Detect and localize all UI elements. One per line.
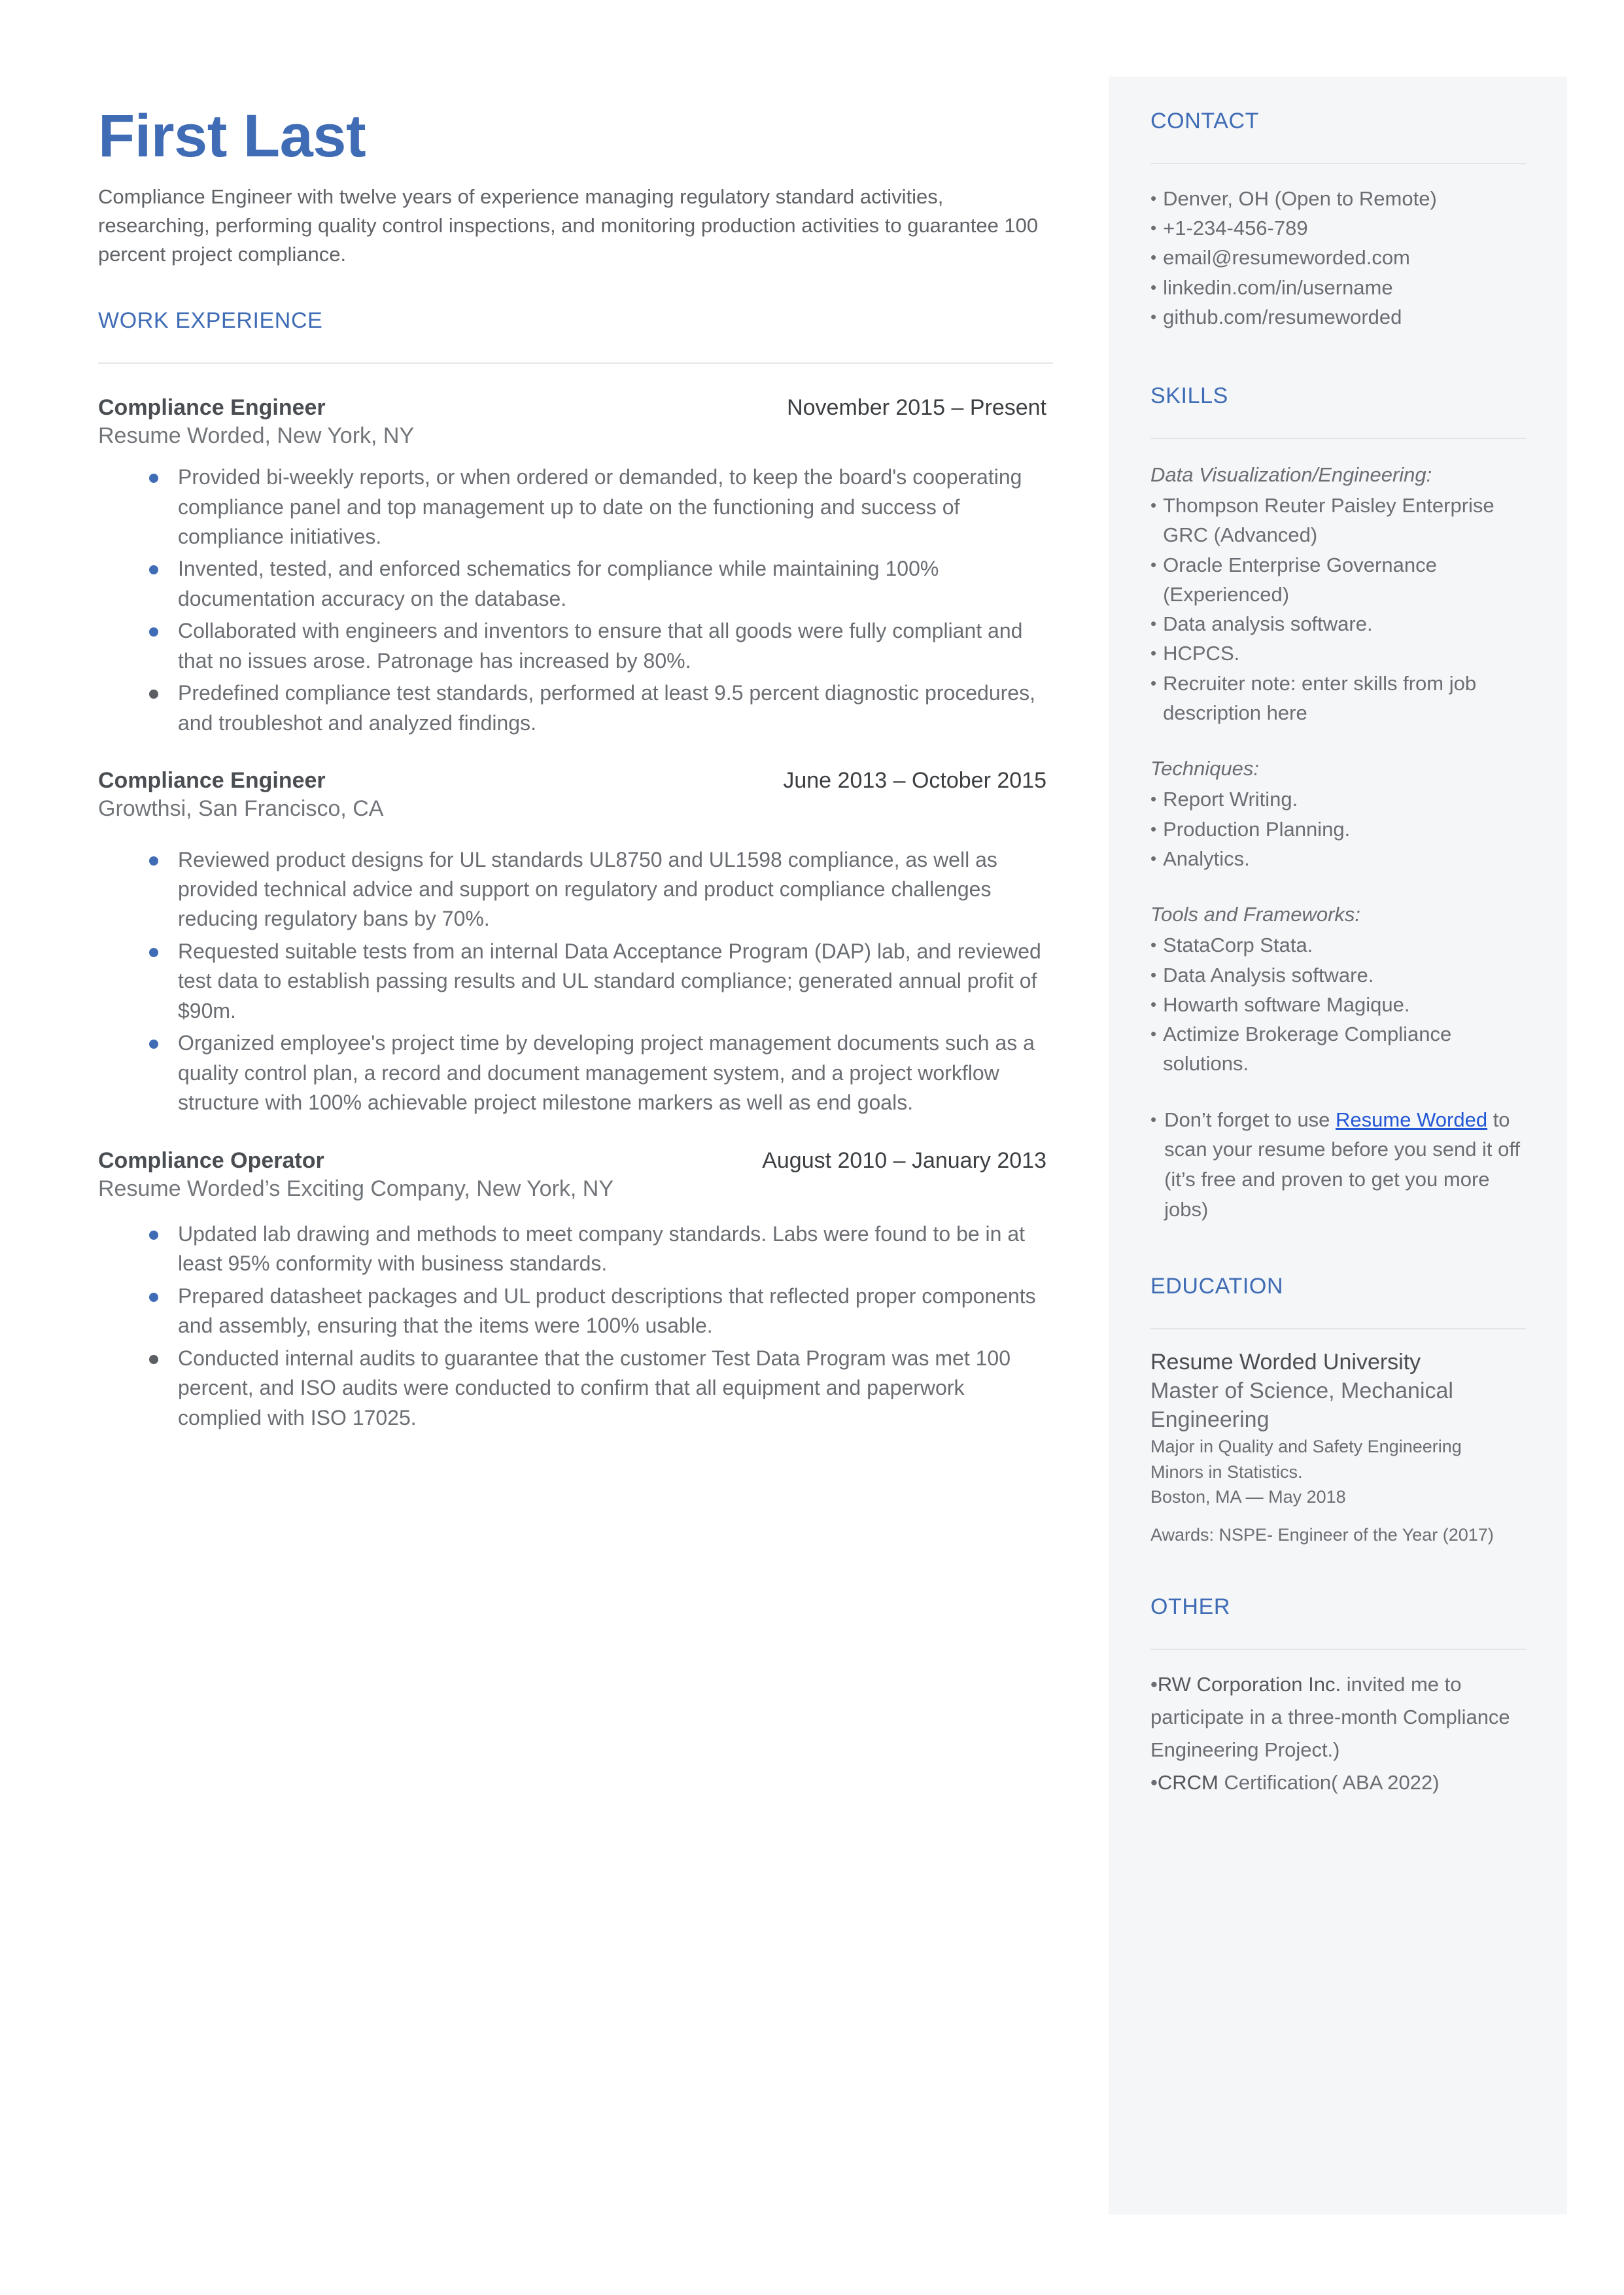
bullet-dot-icon: •	[1150, 964, 1157, 985]
other-divider	[1150, 1649, 1526, 1650]
skills-group-list	[1150, 491, 1526, 727]
education-location-date: Boston, MA — May 2018	[1150, 1487, 1346, 1507]
skills-group-list	[1150, 930, 1526, 1078]
contact-item-linkedin	[1150, 273, 1526, 302]
skill-item	[1150, 550, 1526, 610]
skill-item-text: Report Writing.	[1163, 788, 1298, 811]
bullet-dot-icon	[149, 1355, 158, 1364]
job-bullet-text: Conducted internal audits to guarantee that the customer Test Data Program was met 100 percent, and ISO audits were conducted to confirm that all equipment and paperwork complied with ISO 17025.	[178, 1346, 1011, 1429]
bullet-dot-icon: •	[1150, 818, 1157, 839]
skill-item	[1150, 960, 1526, 990]
resume-worded-promo	[1150, 1105, 1526, 1225]
skill-item-text: Oracle Enterprise Governance (Experienced)	[1163, 553, 1437, 606]
skills-group-list	[1150, 784, 1526, 873]
promo-text	[1164, 1105, 1526, 1225]
contact-item-location	[1150, 184, 1526, 213]
skill-item-text: Data Analysis software.	[1163, 963, 1374, 987]
resume-worded-link[interactable]: Resume Worded	[1336, 1108, 1488, 1131]
job-title: Compliance Engineer	[98, 768, 326, 794]
job-bullet-text: Requested suitable tests from an internal Data Acceptance Program (DAP) lab, and reviewed test data to establish passing results and UL standard compliance; generated annual profit of $90m.	[178, 939, 1041, 1023]
skills-group-techniques	[1150, 754, 1526, 873]
job-bullet-text: Updated lab drawing and methods to meet company standards. Labs were found to be in at least 95% conformity with business standards.	[178, 1222, 1026, 1276]
skill-item	[1150, 990, 1526, 1019]
bullet-dot-icon	[149, 1293, 158, 1302]
skill-item-text: Recruiter note: enter skills from job description here	[1163, 671, 1477, 724]
bullet-dot-icon	[149, 627, 158, 637]
contact-divider	[1150, 163, 1526, 164]
job-title: Compliance Engineer	[98, 394, 326, 420]
skill-item	[1150, 844, 1526, 873]
skill-item-text: Actimize Brokerage Compliance solutions.	[1163, 1023, 1452, 1076]
contact-item-github	[1150, 302, 1526, 332]
skill-item-text: Thompson Reuter Paisley Enterprise GRC (Advanced)	[1163, 494, 1494, 547]
skill-item	[1150, 815, 1526, 844]
job-bullet-list	[98, 845, 1053, 1118]
education-entry	[1150, 1348, 1526, 1548]
job-entry	[98, 395, 1053, 738]
job-bullet	[98, 616, 1053, 676]
bullet-dot-icon: •	[1150, 554, 1157, 574]
skills-group-label: Data Visualization/Engineering:	[1150, 463, 1432, 486]
skill-item	[1150, 669, 1526, 728]
job-company: Resume Worded, New York, NY	[98, 423, 415, 448]
job-bullet-text: Predefined compliance test standards, performed at least 9.5 percent diagnostic procedures, and troubleshot and analyzed findings.	[178, 681, 1035, 735]
contact-linkedin-text[interactable]: linkedin.com/in/username	[1163, 275, 1393, 299]
other-list	[1150, 1668, 1526, 1800]
work-experience-section-title: WORK EXPERIENCE	[98, 307, 323, 333]
bullet-dot-icon	[149, 856, 158, 866]
job-bullet-list	[98, 463, 1053, 738]
skills-group-tools	[1150, 900, 1526, 1079]
bullet-dot-icon	[149, 690, 158, 699]
sidebar	[1109, 77, 1567, 2215]
job-dates: June 2013 – October 2015	[783, 768, 1046, 794]
other-item-rest: Certification( ABA 2022)	[1218, 1771, 1440, 1795]
contact-section-title: CONTACT	[1150, 109, 1259, 133]
other-item-lead: CRCM	[1157, 1771, 1218, 1795]
job-bullet-text: Prepared datasheet packages and UL product descriptions that reflected proper components and assembly, ensuring that the items were 100% usable.	[178, 1284, 1036, 1338]
job-bullet	[98, 845, 1053, 934]
job-header-row	[98, 1148, 1053, 1174]
other-item	[1150, 1766, 1526, 1799]
job-bullet	[98, 463, 1053, 552]
professional-summary: Compliance Engineer with twelve years of experience managing regulatory standard activities, researching, performing quality control inspections, and monitoring production activities to guarantee 100 percent project compliance.	[98, 184, 1039, 266]
bullet-dot-icon: •	[1150, 848, 1157, 868]
skills-section-title: SKILLS	[1150, 383, 1228, 409]
skill-item	[1150, 609, 1526, 639]
bullet-dot-icon: •	[1150, 495, 1157, 516]
job-bullet-text: Provided bi-weekly reports, or when ordered or demanded, to keep the board's cooperating compliance panel and top management up to date on the functioning and success of compliance initiatives.	[178, 465, 1022, 549]
skill-item	[1150, 491, 1526, 550]
bullet-dot-icon: •	[1150, 789, 1157, 809]
job-bullet-text: Collaborated with engineers and inventors to ensure that all goods were fully compliant and that no issues arose. Patronage has increased by 80%.	[178, 619, 1023, 673]
job-entry	[98, 768, 1053, 1117]
skill-item	[1150, 784, 1526, 814]
contact-item-phone	[1150, 213, 1526, 243]
bullet-dot-icon	[149, 1040, 158, 1049]
promo-after-text: to scan your resume before you send it off (it’s free and proven to get you more jobs)	[1164, 1108, 1521, 1221]
skills-group-data-viz	[1150, 460, 1526, 727]
education-awards: Awards: NSPE- Engineer of the Year (2017)	[1150, 1525, 1494, 1545]
job-dates: November 2015 – Present	[787, 394, 1046, 420]
work-experience-divider	[98, 362, 1053, 364]
other-item-lead: RW Corporation Inc.	[1157, 1672, 1341, 1696]
skill-item-text: HCPCS.	[1163, 642, 1240, 665]
bullet-dot-icon: •	[1150, 994, 1157, 1014]
skill-item-text: Howarth software Magique.	[1163, 992, 1410, 1016]
education-degree: Master of Science, Mechanical Engineering	[1150, 1378, 1453, 1433]
skills-group-label: Tools and Frameworks:	[1150, 903, 1361, 926]
bullet-dot-icon: •	[1150, 1672, 1158, 1696]
education-section-title: EDUCATION	[1150, 1274, 1284, 1299]
other-section-title: OTHER	[1150, 1594, 1230, 1619]
bullet-dot-icon: •	[1150, 277, 1157, 297]
contact-github-text[interactable]: github.com/resumeworded	[1163, 305, 1402, 328]
bullet-dot-icon: •	[1150, 935, 1157, 955]
bullet-dot-icon	[149, 565, 158, 574]
bullet-dot-icon: •	[1150, 673, 1157, 693]
job-company: Resume Worded’s Exciting Company, New York, NY	[98, 1176, 614, 1201]
education-divider	[1150, 1328, 1526, 1329]
bullet-dot-icon: •	[1150, 643, 1157, 663]
other-item	[1150, 1668, 1526, 1767]
job-bullet	[98, 937, 1053, 1026]
bullet-dot-icon: •	[1150, 614, 1157, 634]
bullet-dot-icon: •	[1150, 1024, 1157, 1044]
education-minor: Minors in Statistics.	[1150, 1462, 1303, 1482]
job-company: Growthsi, San Francisco, CA	[98, 796, 384, 822]
job-dates: August 2010 – January 2013	[762, 1148, 1046, 1173]
job-bullet	[98, 554, 1053, 614]
job-bullet-text: Invented, tested, and enforced schematics for compliance while maintaining 100% documentation accuracy on the database.	[178, 557, 939, 610]
bullet-dot-icon: •	[1150, 1771, 1158, 1795]
bullet-dot-icon: •	[1150, 306, 1157, 326]
job-header-row	[98, 768, 1053, 794]
main-column	[98, 105, 1053, 1433]
job-title: Compliance Operator	[98, 1148, 324, 1173]
job-header-row	[98, 395, 1053, 421]
skill-item-text: StataCorp Stata.	[1163, 934, 1313, 957]
job-bullet	[98, 678, 1053, 738]
job-bullet	[98, 1219, 1053, 1279]
skills-group-label: Techniques:	[1150, 757, 1260, 780]
skill-item-text: Analytics.	[1163, 847, 1250, 870]
contact-item-email	[1150, 243, 1526, 272]
bullet-dot-icon: •	[1150, 218, 1157, 238]
skill-item-text: Production Planning.	[1163, 817, 1351, 841]
bullet-dot-icon	[149, 474, 158, 483]
bullet-dot-icon	[149, 1231, 158, 1240]
contact-location-text: Denver, OH (Open to Remote)	[1163, 186, 1437, 210]
job-bullet-text: Organized employee's project time by developing project management documents such as a quality control plan, a record and document management system, and a project workflow structure with 100% achievable project milestone markers as well as end goals.	[178, 1031, 1035, 1115]
skills-divider	[1150, 438, 1526, 439]
job-bullet	[98, 1344, 1053, 1433]
contact-phone-text[interactable]: +1-234-456-789	[1163, 217, 1308, 240]
education-major: Major in Quality and Safety Engineering	[1150, 1437, 1462, 1457]
skill-item	[1150, 639, 1526, 668]
bullet-dot-icon: •	[1150, 247, 1157, 268]
skill-item	[1150, 930, 1526, 960]
spacer	[1150, 1079, 1526, 1105]
skill-item-text: Data analysis software.	[1163, 612, 1373, 636]
other-item-rest: invited me to participate in a three-month Compliance Engineering Project.)	[1150, 1672, 1510, 1761]
promo-before-text: Don’t forget to use	[1164, 1108, 1336, 1131]
job-entry	[98, 1148, 1053, 1433]
bullet-dot-icon	[149, 948, 158, 957]
job-bullet-list	[98, 1219, 1053, 1433]
education-school: Resume Worded University	[1150, 1349, 1421, 1375]
job-bullet	[98, 1282, 1053, 1341]
job-bullet-text: Reviewed product designs for UL standards UL8750 and UL1598 compliance, as well as provided technical advice and support on regulatory and product compliance challenges reducing regulatory bans by 70%.	[178, 847, 997, 931]
bullet-dot-icon: •	[1150, 1109, 1157, 1129]
contact-email-text[interactable]: email@resumeworded.com	[1163, 246, 1410, 270]
skill-item	[1150, 1019, 1526, 1079]
page-title: First Last	[98, 103, 366, 169]
contact-list	[1150, 184, 1526, 332]
job-bullet	[98, 1028, 1053, 1117]
bullet-dot-icon: •	[1150, 188, 1157, 208]
